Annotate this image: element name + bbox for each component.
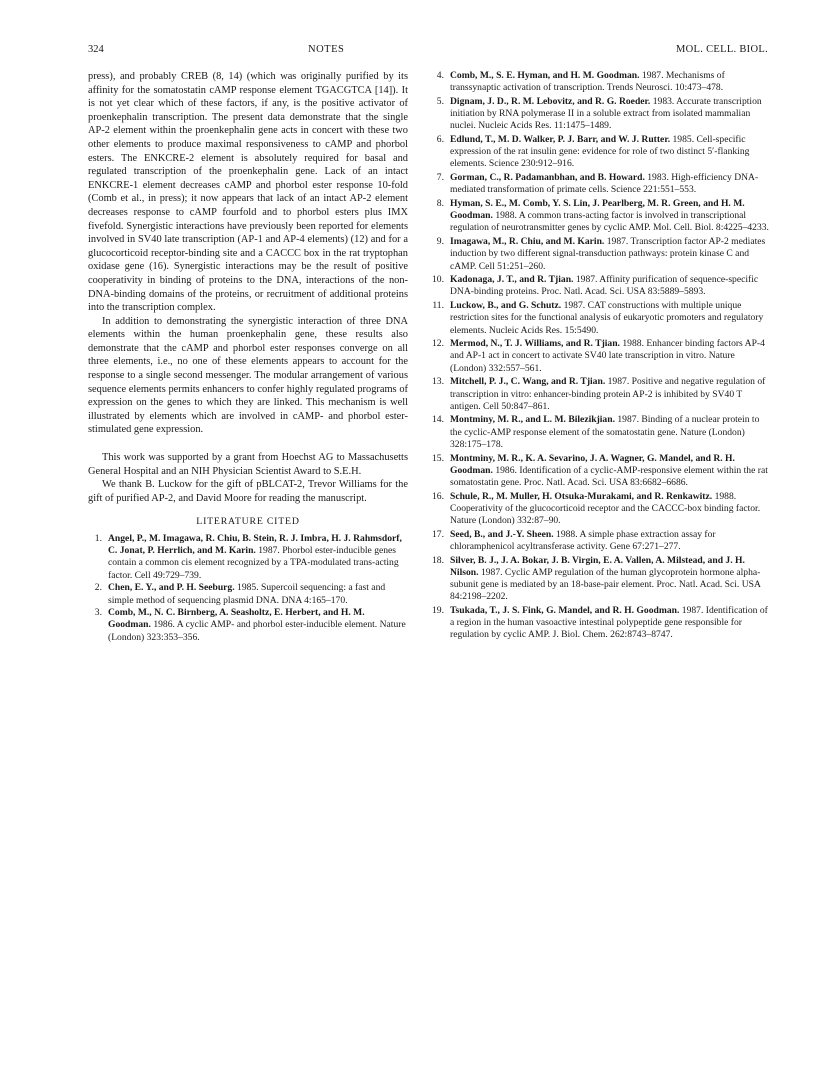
body-paragraph-1: press), and probably CREB (8, 14) (which was originally purified by its affinity for the somatostatin cAMP response element TGACGTCA [14]). It is not yet clear which of these factors, if any, is the positive activator of proenkephalin transcription. The present data demonstrate that the single AP-2 element within the proenkephalin gene acts in concert with these two other elements to produce maximal responsiveness to cAMP and phorbol esters. The ENKCRE-2 element is absolutely required for basal and regulated transcription of the proenkephalin gene. Lack of an intact ENKCRE-1 element decreases cAMP and phorbol ester response 10-fold (Comb et al., in press); it now appears that lack of an intact AP-2 element decreases response to cAMP fourfold and to phorbol esters plus IMX fivefold. Synergistic interactions have previously been reported for elements involved in SV40 late transcription (AP-1 and AP-4 elements) (12) and for a glucocorticoid receptor-binding site and a CACCC box in the rat tryptophan oxidase gene (16). Synergistic interactions may be the result of positive cooperativity in binding of proteins to the DNA, interactions of the non-DNA-binding domains of the proteins, or recruitment of additional proteins into the transcription complex. bbox=[88, 71, 408, 314]
reference-item: 14. Montminy, M. R., and L. M. Bilezikjian. 1987. Binding of a nuclear protein to the cyclic-AMP response element of the somatostatin gene. Nature (London) 328:175–178. bbox=[432, 414, 760, 450]
reference-item: 19. Tsukada, T., J. S. Fink, G. Mandel, and R. H. Goodman. 1987. Identification of a region in the human vasoactive intestinal polypeptide gene responsible for regulation by cyclic AMP. J. Biol. Chem. 262:8743–8747. bbox=[432, 605, 768, 641]
reference-item: 16. Schule, R., M. Muller, H. Otsuka-Murakami, and R. Renkawitz. 1988. Cooperativity of the glucocorticoid receptor and the CACCC-box binding factor. Nature (London) 332:87–90. bbox=[432, 490, 761, 527]
reference-item: 3. Comb, M., N. C. Birnberg, A. Seasholtz, E. Herbert, and H. M. Goodman. 1986. A cyclic AMP- and phorbol ester-inducible element. Nature (London) 323:353–356. bbox=[94, 607, 406, 643]
reference-item: 18. Silver, B. J., J. A. Bokar, J. B. Virgin, E. A. Vallen, A. Milstead, and J. H. Nilson. 1987. Cyclic AMP regulation of the human glycoprotein hormone alpha-subunit gene is mediated by an 18-base-pair element. Proc. Natl. Acad. Sci. USA 84:2198–2202. bbox=[432, 554, 761, 603]
reference-item: 7. Gorman, C., R. Padamanbhan, and B. Howard. 1983. High-efficiency DNA-mediated transformation of primate cells. Science 221:551–553. bbox=[436, 172, 759, 196]
reference-item: 12. Mermod, N., T. J. Williams, and R. Tjian. 1988. Enhancer binding factors AP-4 and AP-1 act in concert to activate SV40 late transcription in vitro. Nature (London) 332:557–561. bbox=[432, 338, 765, 374]
reference-item: 17. Seed, B., and J.-Y. Sheen. 1988. A simple phase extraction assay for chloramphenicol acyltransferase activity. Gene 67:271–277. bbox=[432, 528, 716, 553]
reference-item: 6. Edlund, T., M. D. Walker, P. J. Barr, and W. J. Rutter. 1985. Cell-specific expression of the rat insulin gene: evidence for role of two distinct 5′-flanking elements. Science 230:912–916. bbox=[436, 134, 750, 170]
page-number: 324 bbox=[88, 44, 104, 55]
reference-list-left bbox=[88, 533, 408, 644]
reference-item: 8. Hyman, S. E., M. Comb, Y. S. Lin, J. Pearlberg, M. R. Green, and H. M. Goodman. 1988. A common trans-acting factor is involved in transcriptional regulation of neurotransmitter genes by cyclic AMP. Mol. Cell. Biol. 8:4225–4233. bbox=[436, 198, 769, 234]
reference-item: 4. Comb, M., S. E. Hyman, and H. M. Goodman. 1987. Mechanisms of transsynaptic activation of transcription. Trends Neurosci. 10:473–478. bbox=[436, 70, 725, 94]
reference-item: 10. Kadonaga, J. T., and R. Tjian. 1987. Affinity purification of sequence-specific DNA-binding proteins. Proc. Natl. Acad. Sci. USA 83:5889–5893. bbox=[432, 274, 759, 298]
reference-list-right bbox=[430, 70, 770, 642]
reference-item: 13. Mitchell, P. J., C. Wang, and R. Tjian. 1987. Positive and negative regulation of transcription in vitro: enhancer-binding protein AP-2 is inhibited by SV40 T antigen. Cell 50:847–861. bbox=[432, 376, 766, 412]
reference-item: 5. Dignam, J. D., R. M. Lebovitz, and R. G. Roeder. 1983. Accurate transcription initiation by RNA polymerase II in a soluble extract from isolated mammalian nuclei. Nucleic Acids Res. 11:1475–1489. bbox=[436, 95, 762, 132]
reference-item: 15. Montminy, M. R., K. A. Sevarino, J. A. Wagner, G. Mandel, and R. H. Goodman. 1986. Identification of a cyclic-AMP-responsive element within the rat somatostatin gene. Proc. Natl. Acad. Sci. USA 83:6682–6686. bbox=[432, 452, 768, 488]
running-header bbox=[88, 44, 768, 60]
reference-item: 1. Angel, P., M. Imagawa, R. Chiu, B. Stein, R. J. Imbra, H. J. Rahmsdorf, C. Jonat, P. Herrlich, and M. Karin. 1987. Phorbol ester-inducible genes contain a common cis element recognized by a TPA-modulated trans-acting factor. Cell 49:729–739. bbox=[94, 533, 402, 581]
ack-funding: This work was supported by a grant from Hoechst AG to Massachusetts General Hospital and an NIH Physician Scientist Award to S.E.H. bbox=[88, 452, 408, 477]
journal-name: MOL. CELL. BIOL. bbox=[676, 44, 768, 55]
acknowledgments bbox=[88, 451, 408, 505]
right-column bbox=[430, 70, 770, 643]
reference-item: 2. Chen, E. Y., and P. H. Seeburg. 1985. Supercoil sequencing: a fast and simple method of sequencing plasmid DNA. DNA 4:165–170. bbox=[94, 582, 386, 606]
section-label: NOTES bbox=[308, 44, 345, 55]
literature-cited-heading: LITERATURE CITED bbox=[196, 516, 300, 528]
left-column bbox=[88, 70, 408, 644]
ack-thanks: We thank B. Luckow for the gift of pBLCAT-2, Trevor Williams for the gift of purified AP-2, and David Moore for reading the manuscript. bbox=[88, 479, 408, 504]
reference-item: 9. Imagawa, M., R. Chiu, and M. Karin. 1987. Transcription factor AP-2 mediates induction by two different signal-transduction pathways: protein kinase C and cAMP. Cell 51:251–260. bbox=[436, 236, 766, 272]
reference-item: 11. Luckow, B., and G. Schutz. 1987. CAT constructions with multiple unique restriction sites for the functional analysis of eukaryotic promoters and regulatory elements. Nucleic Acids Res. 15:5490. bbox=[432, 300, 764, 336]
body-paragraph-2: In addition to demonstrating the synergistic interaction of three DNA elements within the human proenkephalin gene, these results also demonstrate that the cAMP and phorbol ester responses converge on all three elements, i.e., no one of these elements appears to account for the response to a single second messenger. The modular arrangement of various sequence elements permits enhancers to confer highly regulated programs of expression on the genes to which they are linked. This mechanism is well illustrated by elements which are involved in cAMP- and phorbol ester-stimulated gene expression. bbox=[88, 315, 408, 436]
